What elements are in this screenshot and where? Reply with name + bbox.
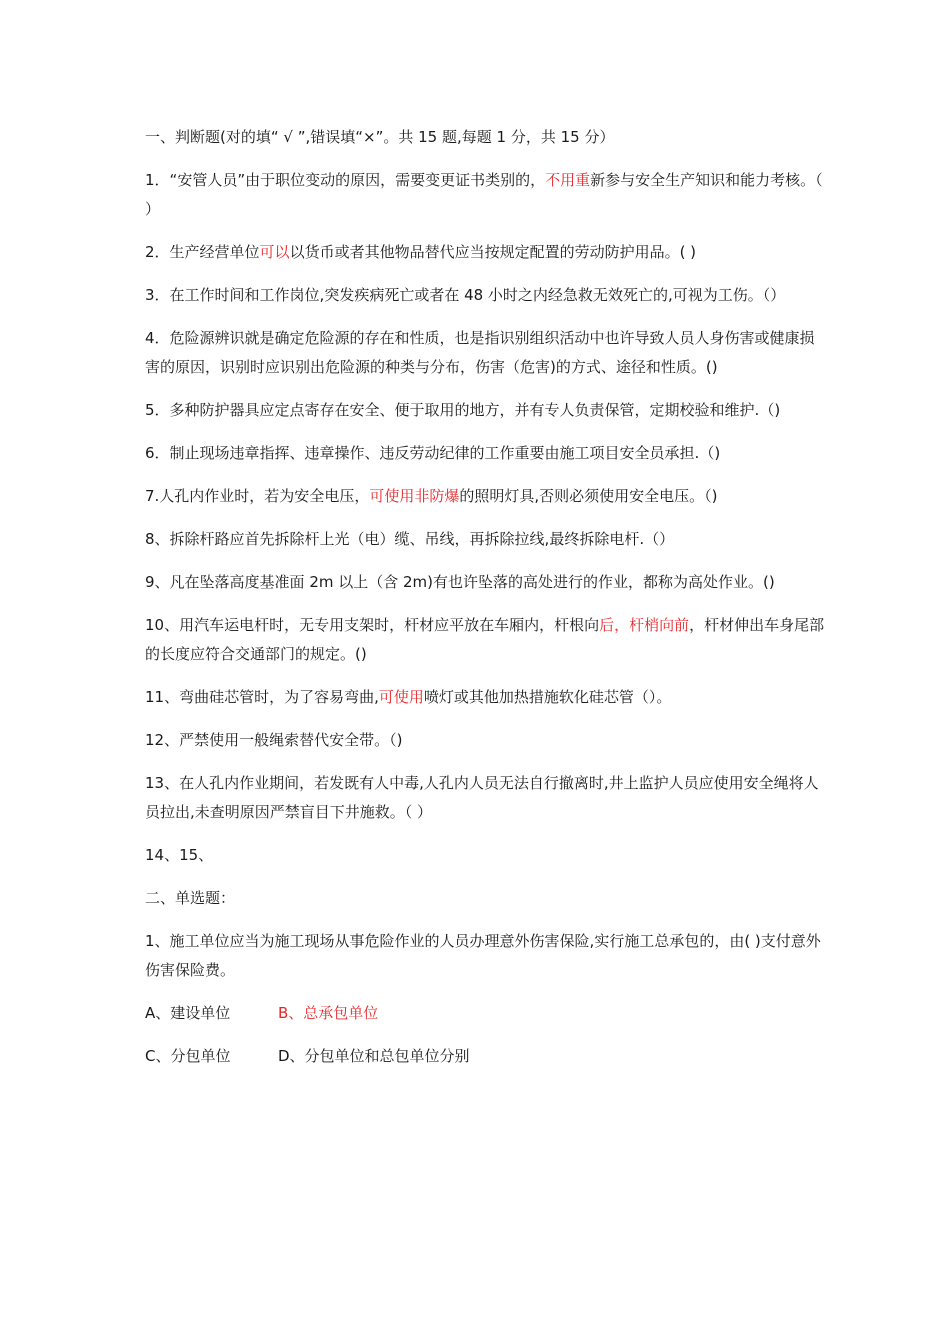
question-text: 喷灯或其他加热措施软化硅芯管（）。 — [423, 688, 672, 706]
judgment-question — [145, 726, 825, 755]
judgment-question — [145, 568, 825, 597]
highlighted-text: 可使用 — [378, 688, 424, 706]
question-text: 7.人孔内作业时，若为安全电压， — [145, 487, 370, 505]
question-text: 8、拆除杆路应首先拆除杆上光（电）缆、吊线，再拆除拉线,最终拆除电杆.（） — [145, 530, 675, 548]
judgment-question-list — [145, 166, 825, 870]
question-text: 12、严禁使用一般绳索替代安全带。（) — [145, 731, 403, 749]
question-text: 以货币或者其他物品替代应当按规定配置的劳动防护用品。( ) — [289, 243, 697, 261]
question-text: 10、用汽车运电杆时，无专用支架时，杆材应平放在车厢内，杆根向 — [145, 616, 600, 634]
question-text: 9、凡在坠落高度基准面 2m 以上（含 2m)有也许坠落的高处进行的作业，都称为高处作业。() — [145, 573, 775, 591]
question-text: 5．多种防护器具应定点寄存在安全、便于取用的地方，并有专人负责保管，定期校验和维护.（) — [145, 401, 781, 419]
option-d: D、分包单位和总包单位分别 — [278, 1047, 470, 1065]
question-text: 6．制止现场违章指挥、违章操作、违反劳动纪律的工作重要由施工项目安全员承担.（) — [145, 444, 721, 462]
judgment-question — [145, 166, 825, 224]
document-page — [145, 123, 825, 1085]
highlighted-text: 后，杆梢向前 — [599, 616, 690, 634]
option-c: C、分包单位 — [145, 1047, 231, 1065]
judgment-question — [145, 611, 825, 669]
question-text: 14、15、 — [145, 846, 214, 864]
judgment-question — [145, 769, 825, 827]
options-row-2 — [145, 1042, 825, 1071]
question-text: ，杆材伸出车身尾部的长度应符合交通部门的规定。() — [145, 616, 825, 663]
question-text: 4．危险源辨识就是确定危险源的存在和性质，也是指识别组织活动中也许导致人员人身伤害或健康损害的原因，识别时应识别出危险源的种类与分布，伤害（危害)的方式、途径和性质。() — [145, 329, 815, 376]
question-text: 2．生产经营单位 — [145, 243, 260, 261]
judgment-question — [145, 525, 825, 554]
judgment-question — [145, 238, 825, 267]
question-text: 13、在人孔内作业期间，若发既有人中毒,人孔内人员无法自行撤离时,井上监护人员应使用安全绳将人员拉出,未查明原因严禁盲目下井施救。（ ） — [145, 774, 819, 821]
judgment-question — [145, 482, 825, 511]
single-choice-question-1: 1、施工单位应当为施工现场从事危险作业的人员办理意外伤害保险,实行施工总承包的，由( )支付意外伤害保险费。 — [145, 932, 821, 979]
section1-title: 一、判断题(对的填“ √ ”,错误填“×”。共 15 题,每题 1 分，共 15 分） — [145, 128, 615, 146]
question-text: 1．“安管人员”由于职位变动的原因，需要变更证书类别的， — [145, 171, 546, 189]
question-text: 新参与安全生产知识和能力考核。（ ） — [145, 171, 823, 218]
highlighted-text: 可使用非防爆 — [369, 487, 460, 505]
question-text: 的照明灯具,否则必须使用安全电压。（) — [459, 487, 718, 505]
options-row-1 — [145, 999, 825, 1028]
highlighted-text: 不用重 — [545, 171, 591, 189]
option-a: A、建设单位 — [145, 1004, 231, 1022]
judgment-question — [145, 683, 825, 712]
judgment-question — [145, 841, 825, 870]
judgment-question — [145, 281, 825, 310]
question-text: 11、弯曲硅芯管时，为了容易弯曲, — [145, 688, 379, 706]
judgment-question — [145, 439, 825, 468]
judgment-question — [145, 396, 825, 425]
judgment-question — [145, 324, 825, 382]
section2-title: 二、单选题： — [145, 889, 236, 907]
question-text: 3．在工作时间和工作岗位,突发疾病死亡或者在 48 小时之内经急救无效死亡的,可视为工伤。（） — [145, 286, 786, 304]
option-b: B、总承包单位 — [278, 1004, 379, 1022]
highlighted-text: 可以 — [259, 243, 290, 261]
